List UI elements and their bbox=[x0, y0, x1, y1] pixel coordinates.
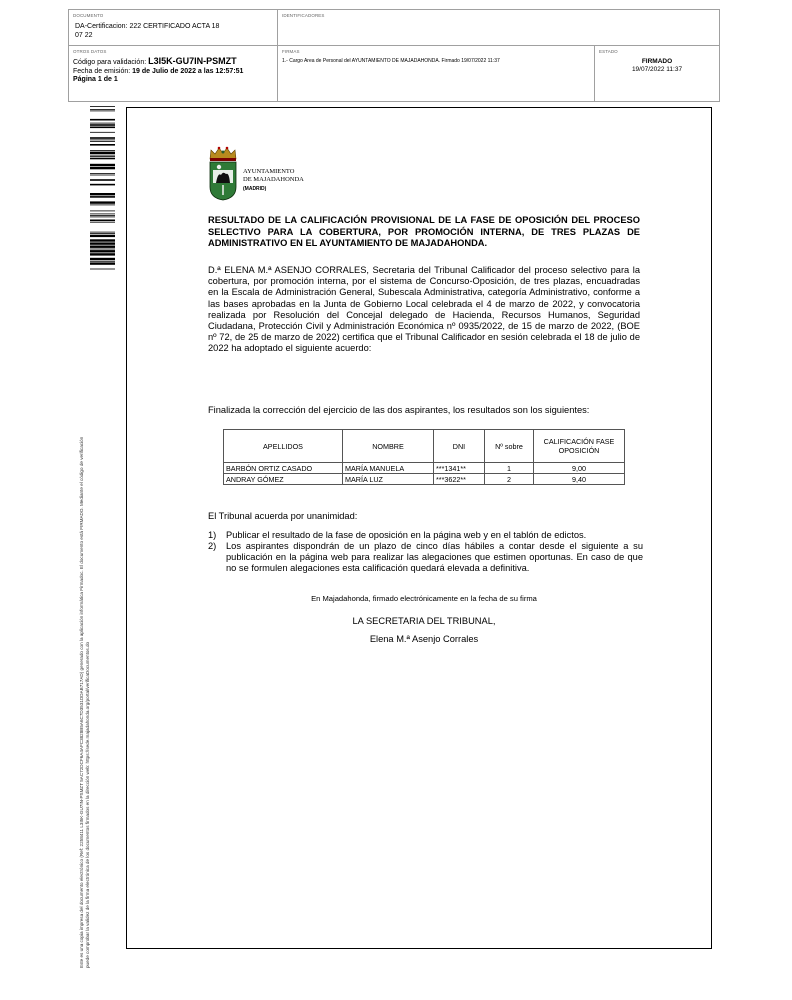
identificadores-cell bbox=[278, 10, 719, 46]
barcode-bar bbox=[90, 246, 115, 248]
estado-value-block bbox=[599, 58, 715, 74]
fecha-line bbox=[73, 68, 273, 77]
cell-calificacion: 9,40 bbox=[534, 474, 625, 485]
otros-datos-label: OTROS DATOS bbox=[73, 49, 107, 54]
list-item-text: Los aspirantes dispondrán de un plazo de cinco días hábiles a contar desde el siguiente a su publicación en la página web para realizar las alegaciones que estimen oportunas. En caso de que no se formulen alegaciones esta calificación quedará elevada a definitiva. bbox=[226, 541, 643, 573]
barcode-bar bbox=[90, 269, 115, 270]
document-header bbox=[68, 9, 720, 102]
barcode-bar bbox=[90, 173, 115, 174]
org-line-1: AYUNTAMIENTO bbox=[243, 168, 295, 175]
fecha-value: 19 de Julio de 2022 a las 12:57:51 bbox=[132, 67, 244, 75]
barcode-bar bbox=[90, 253, 115, 255]
documento-value: DA-Certificacion: 222 CERTIFICADO ACTA 18 07 22 bbox=[75, 23, 220, 39]
fecha-label: Fecha de emisión: bbox=[73, 67, 131, 75]
signatory-role: LA SECRETARIA DEL TRIBUNAL, bbox=[352, 616, 496, 626]
table-header-row bbox=[224, 430, 625, 463]
cell-nombre: MARÍA MANUELA bbox=[343, 463, 434, 474]
document-title: RESULTADO DE LA CALIFICACIÓN PROVISIONAL DE LA FASE DE OPOSICIÓN DEL PROCESO SELECTIVO PARA LA COBERTURA, POR PROMOCIÓN INTERNA, DE TRES PLAZAS DE ADMINISTRATIVO EN EL AYUNTAMIENTO DE MAJADAHONDA. bbox=[208, 215, 640, 248]
barcode-bar bbox=[90, 144, 115, 146]
verification-side-text bbox=[79, 278, 91, 968]
cell-apellidos: BARBÓN ORTIZ CASADO bbox=[224, 463, 343, 474]
results-intro: Finalizada la corrección del ejercicio de las dos aspirantes, los resultados son los siguientes: bbox=[208, 405, 590, 415]
barcode-bar bbox=[90, 217, 115, 218]
pagina-indicator: Página 1 de 1 bbox=[73, 76, 118, 83]
barcode-bar bbox=[90, 184, 115, 186]
barcode-bar bbox=[90, 249, 115, 250]
header-dni: DNI bbox=[434, 430, 485, 463]
signature-place: En Majadahonda, firmado electrónicamente en la fecha de su firma bbox=[311, 594, 537, 603]
barcode-bar bbox=[90, 156, 115, 157]
barcode-bar bbox=[90, 220, 115, 222]
barcode-bar bbox=[90, 164, 115, 166]
barcode-bar bbox=[90, 132, 115, 133]
cell-apellidos: ANDRAY GÓMEZ bbox=[224, 474, 343, 485]
list-item-number: 2) bbox=[208, 541, 217, 551]
acuerdo-list bbox=[208, 530, 643, 574]
barcode-bar bbox=[90, 158, 115, 160]
barcode-icon bbox=[90, 106, 115, 274]
barcode-bar bbox=[90, 111, 115, 112]
codigo-line bbox=[73, 57, 273, 68]
codigo-label: Código para validación: bbox=[73, 59, 147, 66]
barcode-bar bbox=[90, 235, 115, 237]
documento-label: DOCUMENTO bbox=[73, 13, 104, 18]
estado-cell bbox=[595, 46, 719, 102]
barcode-bar bbox=[90, 106, 115, 107]
intro-paragraph: D.ª ELENA M.ª ASENJO CORRALES, Secretaria del Tribunal Calificador del proceso selectivo para la cobertura, por promoción interna, por el sistema de Concurso-Oposición, de tres plazas, encuadradas en la Escala de Administración General, Subescala Administrativa, categoría Administrativo, conforme a las bases aprobadas en la Junta de Gobierno Local celebrada el 4 de marzo de 2022, y convocatoria realizada por Resolución del Concejal delegado de Hacienda, Recursos Humanos, Seguridad Ciudadana, Protección Civil y Administración Económica nº 0935/2022, de 15 de marzo de 2022, (BOE nº 72, de 25 de marzo de 2022) certifica que el Tribunal Calificador en sesión celebrada el 18 de julio de 2022 ha adoptado el siguiente acuerdo: bbox=[208, 265, 640, 354]
header-numero-sobre: Nº sobre bbox=[485, 430, 534, 463]
barcode-bar bbox=[90, 152, 115, 154]
list-item bbox=[208, 530, 643, 541]
table-row bbox=[224, 474, 625, 485]
barcode-bar bbox=[90, 239, 115, 241]
firmas-label: FIRMAS bbox=[282, 49, 300, 54]
otros-datos-cell bbox=[69, 46, 278, 102]
barcode-bar bbox=[90, 123, 115, 124]
barcode-bar bbox=[90, 214, 115, 215]
barcode-bar bbox=[90, 137, 115, 139]
barcode-bar bbox=[90, 201, 115, 203]
coat-of-arms-icon bbox=[207, 145, 239, 201]
cell-dni: ***1341** bbox=[434, 463, 485, 474]
table-row bbox=[224, 463, 625, 474]
barcode-bar bbox=[90, 140, 115, 141]
side-text-line-1: Este es una copia impresa del documento electrónico (Ref: 2258411 L3I5K-GU7IN-PSMZT 5AC72DCF6A4AFC3828B5A6C7D3531DDAB717AD) generado con la aplicación informática Firmadoc. El documento está FIRMADO. Mediante el código de verificación bbox=[79, 436, 84, 968]
firmas-cell bbox=[278, 46, 595, 102]
barcode-bar bbox=[90, 261, 115, 262]
cell-calificacion: 9,00 bbox=[534, 463, 625, 474]
header-nombre: NOMBRE bbox=[343, 430, 434, 463]
barcode-bar bbox=[90, 250, 115, 252]
barcode-bar bbox=[90, 175, 115, 176]
cell-numero-sobre: 1 bbox=[485, 463, 534, 474]
barcode-bar bbox=[90, 141, 115, 142]
codigo-value: L3I5K-GU7IN-PSMZT bbox=[148, 56, 237, 66]
cell-nombre: MARÍA LUZ bbox=[343, 474, 434, 485]
barcode-bar bbox=[90, 232, 115, 233]
barcode-bar bbox=[90, 193, 115, 195]
barcode-bar bbox=[90, 211, 115, 212]
barcode-bar bbox=[90, 150, 115, 151]
list-item-text: Publicar el resultado de la fase de oposición en la página web y en el tablón de edictos. bbox=[226, 530, 587, 540]
org-line-2: DE MAJADAHONDA bbox=[243, 176, 304, 183]
header-apellidos: APELLIDOS bbox=[224, 430, 343, 463]
org-line-3: (MADRID) bbox=[243, 186, 267, 192]
barcode-bar bbox=[90, 124, 115, 126]
barcode-bar bbox=[90, 222, 115, 223]
documento-cell bbox=[69, 10, 278, 46]
results-table bbox=[223, 429, 625, 485]
signatory-name: Elena M.ª Asenjo Corrales bbox=[369, 634, 479, 644]
barcode-bar bbox=[90, 233, 115, 234]
organization-name bbox=[243, 168, 304, 193]
barcode-bar bbox=[90, 205, 115, 206]
barcode-bar bbox=[90, 242, 115, 244]
estado-label: ESTADO bbox=[599, 49, 618, 54]
barcode-bar bbox=[90, 155, 115, 156]
barcode-bar bbox=[90, 262, 115, 264]
document-page bbox=[126, 107, 712, 949]
acuerdo-statement: El Tribunal acuerda por unanimidad: bbox=[208, 511, 358, 521]
firma-entry: 1.- Cargo Area de Personal del AYUNTAMIENTO DE MAJADAHONDA. Firmado 19/07/2022 11:37 bbox=[282, 58, 500, 64]
list-item bbox=[208, 541, 643, 574]
list-item-number: 1) bbox=[208, 530, 217, 540]
header-calificacion: CALIFICACIÓN FASE OPOSICIÓN bbox=[534, 430, 625, 463]
estado-value: FIRMADO bbox=[641, 58, 673, 65]
cell-dni: ***3622** bbox=[434, 474, 485, 485]
barcode-bar bbox=[90, 127, 115, 129]
side-text-line-2: puede comprobar la validez de la firma electrónica de los documentos firmados en la dirección web: https://sede.majadahonda.org/portal/verificaDocumentos.do bbox=[85, 641, 90, 968]
barcode-bar bbox=[90, 179, 115, 181]
cell-numero-sobre: 2 bbox=[485, 474, 534, 485]
barcode-bar bbox=[90, 215, 115, 216]
barcode-bar bbox=[90, 196, 115, 198]
barcode-bar bbox=[90, 258, 115, 260]
estado-date: 19/07/2022 11:37 bbox=[631, 66, 683, 73]
barcode-bar bbox=[90, 119, 115, 121]
barcode-bar bbox=[90, 109, 115, 110]
identificadores-label: IDENTIFICADORES bbox=[282, 13, 325, 18]
barcode-bar bbox=[90, 167, 115, 169]
